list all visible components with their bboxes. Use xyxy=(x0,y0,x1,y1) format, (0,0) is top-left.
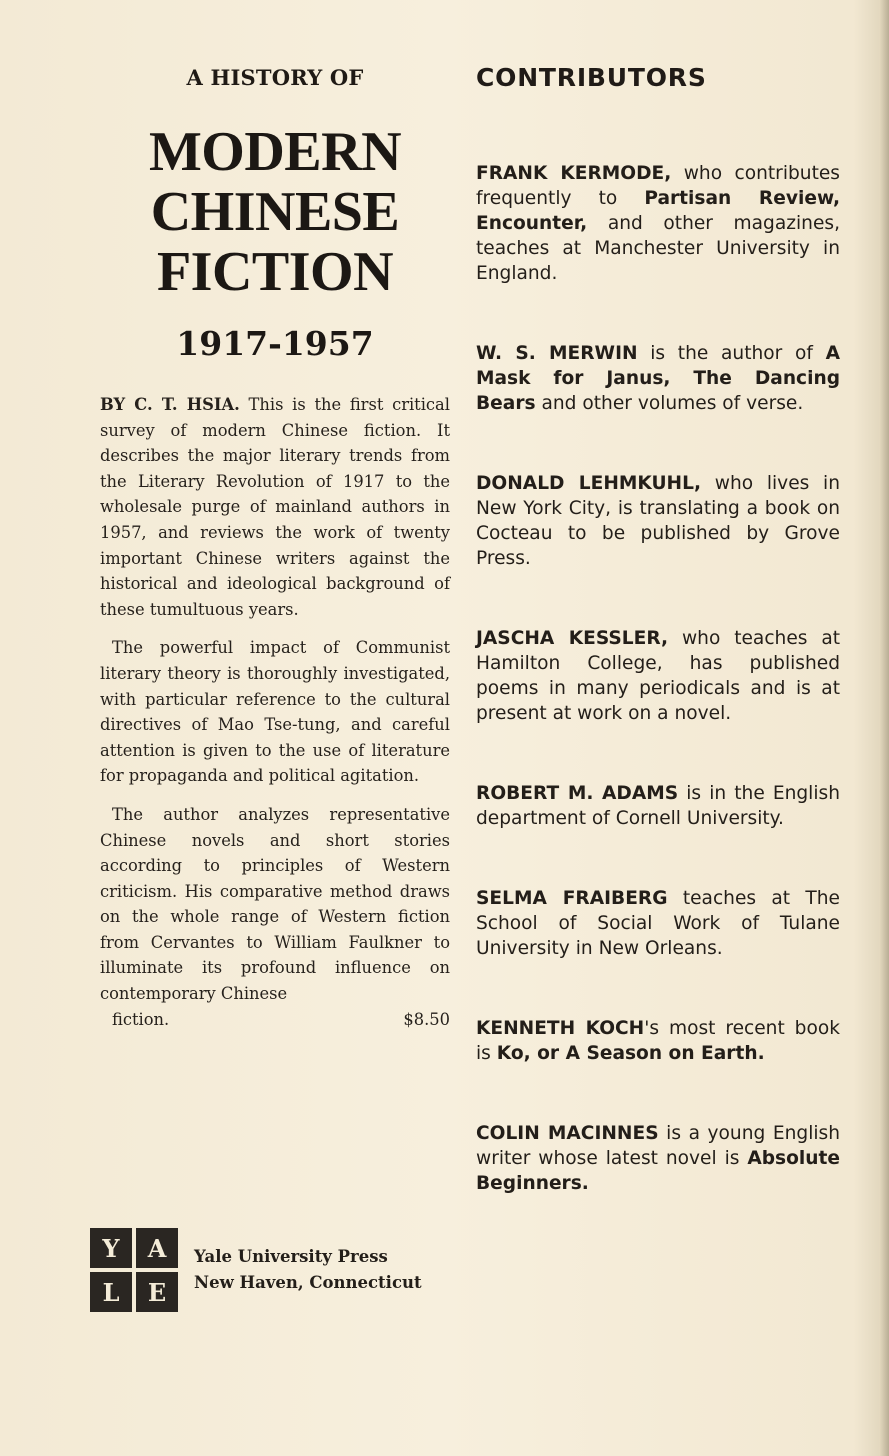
contributor-text: is the author of xyxy=(637,343,826,364)
logo-letter: E xyxy=(136,1272,178,1312)
contributor-text: who teaches at Hamilton College, has published poems in many periodicals and is at present at work on a novel. xyxy=(476,628,841,724)
contributor-text: who lives in New York City, is translating a book on Cocteau to be published by Grove Press. xyxy=(476,473,840,569)
contributor-text: 's most recent book is xyxy=(476,1018,840,1064)
book-title xyxy=(100,122,450,302)
contributor-work: Absolute Beginners. xyxy=(476,1148,840,1194)
contributor-name: KENNETH KOCH xyxy=(476,1018,645,1039)
contributors-heading: CONTRIBUTORS xyxy=(476,63,707,92)
book-advertisement xyxy=(100,60,450,1032)
contributor-entry xyxy=(476,161,840,286)
contributor-entry xyxy=(476,781,840,831)
contributor-entry xyxy=(476,886,840,961)
contributor-work: Ko, or A Season on Earth. xyxy=(496,1043,765,1064)
ad-paragraph-1 xyxy=(100,392,450,622)
book-title-line: FICTION xyxy=(156,241,394,303)
contributor-name: W. S. MERWIN xyxy=(476,343,638,364)
price-line xyxy=(100,1007,450,1033)
contributor-name: COLIN MACINNES xyxy=(476,1123,659,1144)
book-title-line: CHINESE xyxy=(150,181,400,243)
contributor-work: Partisan Review, Encounter, xyxy=(476,188,841,234)
contributor-name: DONALD LEHMKUHL, xyxy=(476,473,702,494)
ad-paragraph-3 xyxy=(100,802,450,1032)
contributors-column xyxy=(476,58,840,1196)
ad-kicker: A HISTORY OF xyxy=(186,65,364,90)
page-edge-shadow xyxy=(879,0,889,1456)
contributor-entry xyxy=(476,341,840,416)
publisher-block xyxy=(90,1228,422,1312)
contributor-name: JASCHA KESSLER, xyxy=(476,628,669,649)
publisher-text xyxy=(194,1244,422,1296)
ad-paragraph-1-text: This is the first critical survey of modern Chinese fiction. It describes the major literary trends from the Literary Revolution of 1917 to the wholesale purge of mainland authors in 1957, and reviews the work of twenty important Chinese writers against the historical and ideological background of these tumultuous years. xyxy=(100,395,450,619)
contributor-text: is in the English department of Cornell University. xyxy=(476,783,840,829)
logo-letter: Y xyxy=(90,1228,132,1268)
book-title-line: MODERN xyxy=(148,121,402,183)
contributor-text: and other magazines, teaches at Manchester University in England. xyxy=(476,213,840,284)
contributor-text: who contributes frequently to xyxy=(476,163,840,209)
contributor-text: is a young English writer whose latest novel is xyxy=(476,1123,840,1169)
contributor-name: SELMA FRAIBERG xyxy=(476,888,668,909)
contributor-entry xyxy=(476,1016,840,1066)
byline: BY C. T. HSIA. xyxy=(100,395,240,414)
ad-paragraph-3-text: The author analyzes representative Chinese novels and short stories according to principles of Western criticism. His comparative method draws on the whole range of Western fiction from Cervantes to William Faulkner to illuminate its profound influence on contemporary Chinese xyxy=(100,804,450,1004)
book-years: 1917-1957 xyxy=(176,324,374,363)
contributor-text: teaches at The School of Social Work of Tulane University in New Orleans. xyxy=(476,888,840,959)
ad-paragraph-3-end: fiction. xyxy=(112,1009,170,1029)
contributor-name: FRANK KERMODE, xyxy=(476,163,672,184)
yale-logo xyxy=(90,1228,178,1312)
publisher-city: New Haven, Connecticut xyxy=(194,1273,422,1292)
contributor-entry xyxy=(476,1121,840,1196)
logo-letter: L xyxy=(90,1272,132,1312)
contributor-work: A Mask for Janus, The Dancing Bears xyxy=(476,343,840,414)
logo-letter: A xyxy=(136,1228,178,1268)
contributor-entry xyxy=(476,471,840,571)
contributor-entry xyxy=(476,626,840,726)
contributor-text: and other volumes of verse. xyxy=(535,393,804,414)
ad-paragraph-2: The powerful impact of Communist literary theory is thoroughly investigated, with particular reference to the cultural directives of Mao Tse-tung, and careful attention is given to the use of literature for propaganda and political agitation. xyxy=(100,638,450,786)
price: $8.50 xyxy=(403,1009,450,1029)
publisher-name: Yale University Press xyxy=(194,1247,388,1266)
contributor-name: ROBERT M. ADAMS xyxy=(476,783,679,804)
